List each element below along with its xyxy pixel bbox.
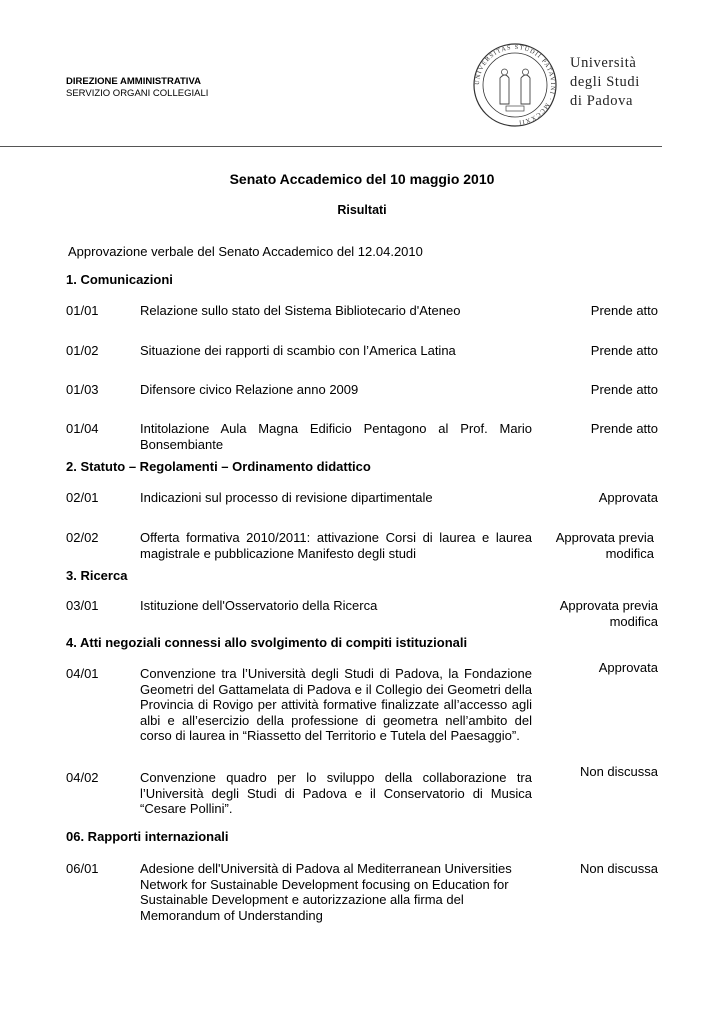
item-description: Adesione dell'Università di Padova al Mediterranean Universities Network for Sustainable Development focusing on Education for Sustainable Development e autorizzazione alla firma del Memorandum of Understanding	[140, 861, 512, 923]
item-result: Prende atto	[590, 303, 658, 318]
item-result: Prende atto	[590, 382, 658, 397]
item-code: 02/02	[66, 530, 99, 545]
section-title: 4. Atti negoziali connessi allo svolgimento di compiti istituzionali	[66, 635, 468, 650]
item-description: Convenzione tra l’Università degli Studi di Padova, la Fondazione Geometri del Gattamelata di Padova e il Collegio dei Geometri della Provincia di Rovigo per attività formative finalizzate all’accesso agli albi e all’esercizio della professione di geometra nell’ambito del corso di laurea in “Riassetto del Territorio e Tutela del Paesaggio”.	[140, 666, 532, 743]
item-code: 03/01	[66, 598, 99, 613]
item-description: Intitolazione Aula Magna Edificio Pentagono al Prof. Mario Bonsembiante	[140, 421, 532, 452]
section-title: 06. Rapporti internazionali	[66, 829, 229, 844]
header-office-block	[66, 76, 208, 100]
document-title: Senato Accademico del 10 maggio 2010	[229, 171, 495, 187]
item-result: Approvata	[598, 490, 658, 505]
item-result: Prende atto	[590, 343, 658, 358]
service-name: SERVIZIO ORGANI COLLEGIALI	[66, 88, 209, 99]
item-code: 01/01	[66, 303, 99, 318]
section-title: 1. Comunicazioni	[66, 272, 173, 287]
item-description: Situazione dei rapporti di scambio con l’America Latina	[140, 343, 456, 358]
section-title: 2. Statuto – Regolamenti – Ordinamento didattico	[66, 459, 371, 474]
document-subtitle: Risultati	[337, 203, 387, 217]
university-logotype	[570, 54, 640, 111]
header-divider	[0, 146, 662, 147]
item-result: Prende atto	[590, 421, 658, 436]
section-title: 3. Ricerca	[66, 568, 128, 583]
item-result: Non discussa	[579, 764, 658, 779]
item-code: 02/01	[66, 490, 99, 505]
logotype-line-2: degli Studi	[570, 74, 640, 90]
university-seal-logo	[472, 42, 558, 128]
item-result: Approvata	[598, 660, 658, 675]
item-description: Difensore civico Relazione anno 2009	[140, 382, 359, 397]
item-result: Approvata previa modifica	[555, 530, 654, 561]
item-code: 04/02	[66, 770, 99, 785]
item-code: 01/04	[66, 421, 99, 436]
office-name: DIREZIONE AMMINISTRATIVA	[66, 76, 201, 87]
item-description: Indicazioni sul processo di revisione dipartimentale	[140, 490, 433, 505]
item-code: 04/01	[66, 666, 99, 681]
item-description: Offerta formativa 2010/2011: attivazione Corsi di laurea e laurea magistrale e pubblicazione Manifesto degli studi	[140, 530, 532, 561]
item-result: Approvata previa modifica	[559, 598, 658, 629]
intro-line: Approvazione verbale del Senato Accademico del 12.04.2010	[68, 244, 423, 259]
item-code: 06/01	[66, 861, 99, 876]
item-description: Istituzione dell'Osservatorio della Ricerca	[140, 598, 378, 613]
item-description: Relazione sullo stato del Sistema Bibliotecario d'Ateneo	[140, 303, 461, 318]
logotype-line-3: di Padova	[570, 93, 633, 109]
logotype-line-1: Università	[570, 55, 637, 71]
item-code: 01/03	[66, 382, 99, 397]
item-description: Convenzione quadro per lo sviluppo della collaborazione tra l’Università degli Studi di Padova e il Conservatorio di Musica “Cesare Pollini”.	[140, 770, 532, 816]
item-code: 01/02	[66, 343, 99, 358]
seal-text: UNIVERSITAS STUDII PATAVINI · MCCXXII	[473, 43, 557, 126]
item-result: Non discussa	[579, 861, 658, 876]
